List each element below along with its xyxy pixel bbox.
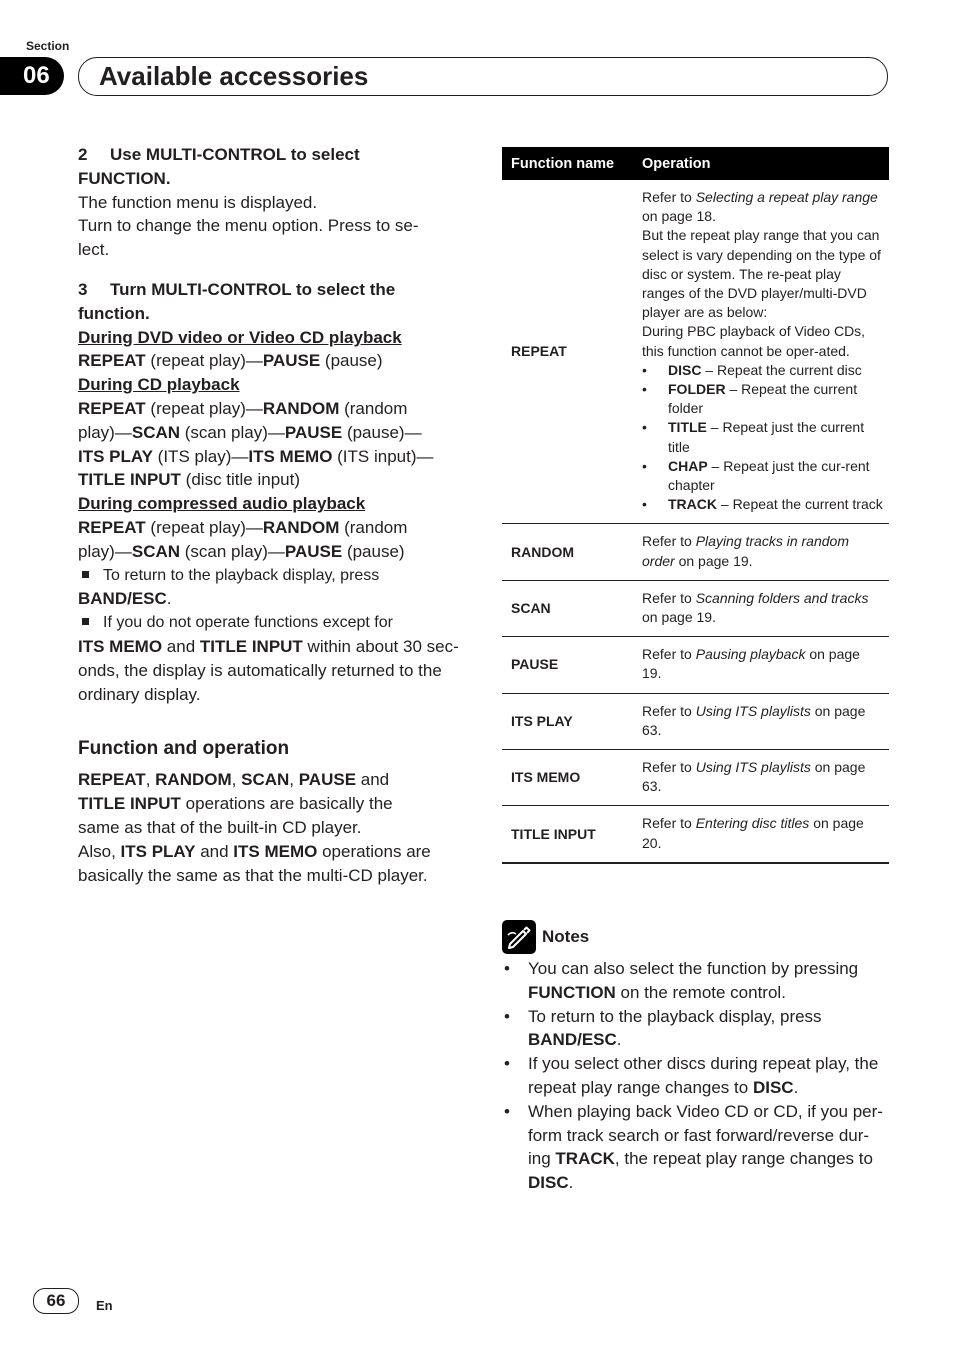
table-row-its-play [502, 693, 889, 749]
column-header-operation: Operation [633, 147, 889, 180]
square-bullet-icon [82, 571, 89, 578]
operation-cell: Refer to Entering disc titles on page 20. [633, 806, 889, 863]
function-operation-text: Also, ITS PLAY and ITS MEMO operations are [78, 841, 431, 861]
function-name: RANDOM [502, 524, 633, 580]
table-row-scan [502, 580, 889, 636]
step-2-desc: Turn to change the menu option. Press to se- [78, 216, 419, 236]
step-2-heading-cont: FUNCTION. [78, 168, 171, 188]
step-3-heading-cont: function. [78, 303, 150, 323]
cd-function-list: play)—SCAN (scan play)—PAUSE (pause)— [78, 422, 422, 442]
list-item: • TITLE – Repeat just the current title [642, 418, 883, 456]
left-column [78, 143, 468, 887]
function-name: REPEAT [502, 180, 633, 524]
compressed-playback-heading: During compressed audio playback [78, 494, 366, 514]
step-2-heading: 2 Use MULTI-CONTROL to select [78, 145, 360, 164]
column-header-function-name: Function name [502, 147, 633, 180]
list-item: • CHAP – Repeat just the cur-rent chapter [642, 457, 883, 495]
list-item: • You can also select the function by pressing FUNCTION on the remote control. [502, 957, 890, 1005]
step-2-desc: The function menu is displayed. [78, 192, 318, 212]
operation-cell: Refer to Pausing playback on page 19. [633, 637, 889, 693]
tip-return: To return to the playback display, press [78, 564, 468, 588]
tip-timeout-cont: onds, the display is automatically returned to the [78, 660, 442, 680]
list-item: • When playing back Video CD or CD, if you per-form track search or fast forward/reverse dur-ing TRACK, the repeat play range changes to DISC. [502, 1100, 890, 1195]
operation-cell: Refer to Scanning folders and tracks on page 19. [633, 580, 889, 636]
table-row-title-input [502, 806, 889, 863]
function-operation-text: REPEAT, RANDOM, SCAN, PAUSE and [78, 770, 390, 790]
tip-timeout-cont: ITS MEMO and TITLE INPUT within about 30 sec- [78, 636, 459, 656]
tip-timeout-cont: ordinary display. [78, 684, 201, 704]
list-item: • FOLDER – Repeat the current folder [642, 380, 883, 418]
tip-timeout: If you do not operate functions except for [78, 611, 468, 635]
operation-cell: Refer to Playing tracks in random order on page 19. [633, 524, 889, 580]
function-operation-text: TITLE INPUT operations are basically the [78, 794, 393, 814]
operation-ref: Refer to Selecting a repeat play range on page 18. [642, 189, 878, 225]
table-row-repeat [502, 180, 889, 524]
title-box [78, 57, 888, 96]
notes-header [502, 920, 589, 954]
function-table [502, 147, 889, 864]
function-operation-heading: Function and operation [78, 738, 290, 760]
page-title: Available accessories [99, 61, 369, 91]
repeat-range-list [642, 361, 883, 515]
section-number: 06 [0, 57, 64, 95]
operation-cell [633, 180, 889, 524]
cd-playback-heading: During CD playback [78, 375, 240, 395]
operation-cell: Refer to Using ITS playlists on page 63. [633, 750, 889, 806]
page-number: 66 [33, 1288, 79, 1314]
table-row-random [502, 524, 889, 580]
notes-title: Notes [542, 927, 590, 946]
function-name: ITS PLAY [502, 693, 633, 749]
notes-list [502, 957, 890, 1195]
compressed-function-list: REPEAT (repeat play)—RANDOM (random [78, 517, 408, 537]
dvd-playback-heading: During DVD video or Video CD playback [78, 327, 402, 347]
function-operation-text: basically the same as that the multi-CD player. [78, 865, 428, 885]
pencil-icon [502, 920, 536, 954]
cd-function-list: TITLE INPUT (disc title input) [78, 470, 300, 490]
table-row-its-memo [502, 750, 889, 806]
cd-function-list: REPEAT (repeat play)—RANDOM (random [78, 398, 408, 418]
operation-cell: Refer to Using ITS playlists on page 63. [633, 693, 889, 749]
compressed-function-list: play)—SCAN (scan play)—PAUSE (pause) [78, 541, 405, 561]
step-2-desc: lect. [78, 240, 110, 260]
table-header-row [502, 147, 889, 180]
dvd-function-list: REPEAT (repeat play)—PAUSE (pause) [78, 351, 383, 371]
tip-return-cont: BAND/ESC. [78, 589, 172, 609]
language-label: En [96, 1298, 113, 1313]
operation-text: During PBC playback of Video CDs, this function cannot be oper-ated. [642, 323, 866, 359]
cd-function-list: ITS PLAY (ITS play)—ITS MEMO (ITS input)— [78, 446, 434, 466]
step-3-heading: 3 Turn MULTI-CONTROL to select the [78, 279, 396, 299]
function-name: ITS MEMO [502, 750, 633, 806]
list-item: • TRACK – Repeat the current track [642, 495, 883, 514]
list-item: • To return to the playback display, press BAND/ESC. [502, 1005, 890, 1053]
function-name: TITLE INPUT [502, 806, 633, 863]
list-item: • DISC – Repeat the current disc [642, 361, 883, 380]
square-bullet-icon [82, 618, 89, 625]
operation-text: But the repeat play range that you can select is vary depending on the type of disc or system. The re-peat play ranges of the DVD player/multi-DVD player are as below: [642, 227, 881, 321]
function-name: PAUSE [502, 637, 633, 693]
function-operation-text: same as that of the built-in CD player. [78, 817, 362, 837]
table-row-pause [502, 637, 889, 693]
list-item: • If you select other discs during repeat play, the repeat play range changes to DISC. [502, 1052, 890, 1100]
function-name: SCAN [502, 580, 633, 636]
section-label: Section [26, 39, 70, 53]
